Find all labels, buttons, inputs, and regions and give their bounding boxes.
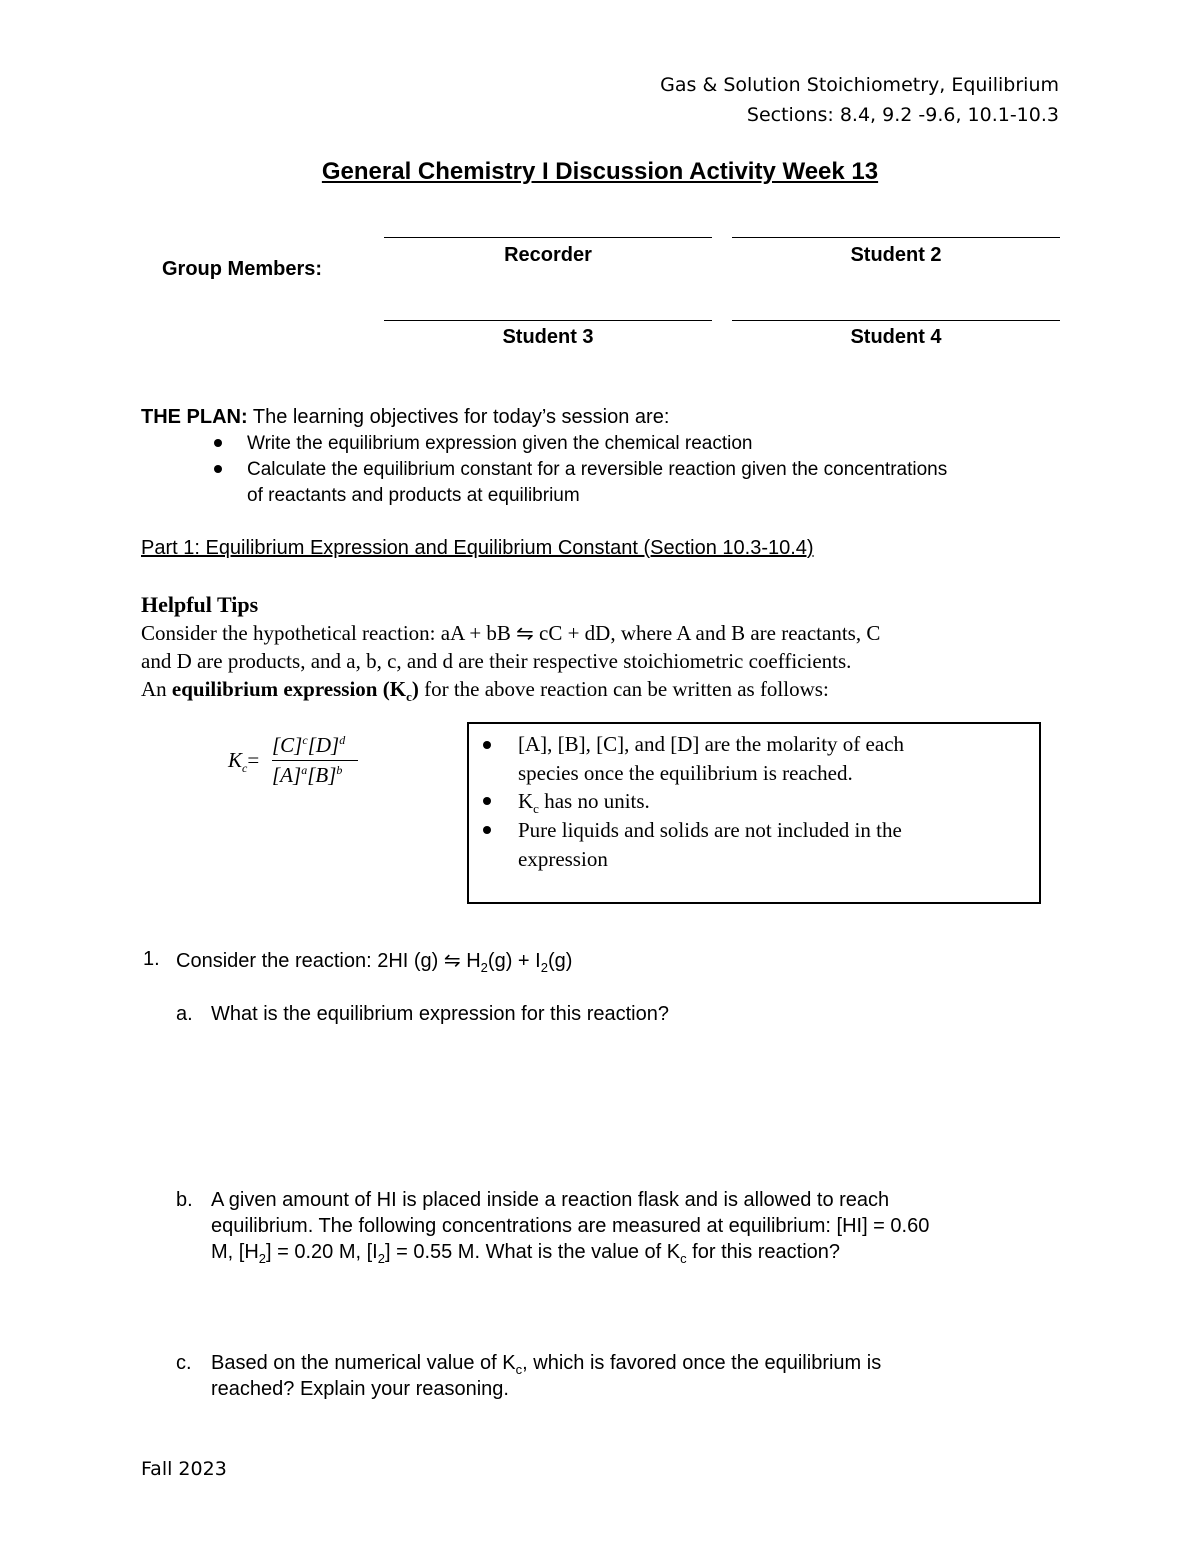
student3-label: Student 3 [502,326,594,348]
formula-lhs [228,748,259,776]
formula-fraction-bar [272,760,358,761]
tips-term-close: ) [411,677,419,701]
qb-sub1: 2 [258,1251,267,1266]
footer-term: Fall 2023 [141,1458,227,1480]
header-topic: Gas & Solution Stoichiometry, Equilibrium [660,74,1059,96]
tips-line-2: and D are products, and a, b, c, and d are their respective stoichiometric coefficients. [141,649,852,673]
page-title: General Chemistry I Discussion Activity Week 13 [321,158,879,185]
bullet-icon [214,465,222,473]
qb-c: ] = 0.55 M. What is the value of K [384,1241,681,1263]
formula-k: K [228,748,243,772]
bullet-icon [214,439,222,447]
tips-term [171,677,419,705]
question-b-line-2: equilibrium. The following concentrations are measured at equilibrium: [HI] = 0.60 [211,1215,930,1237]
box-k-sub: c [533,801,539,817]
question-a-label: a. [176,1003,193,1025]
bullet-icon [483,797,491,805]
qb-b: ] = 0.20 M, [I [266,1241,378,1263]
formula-equals: = [247,748,260,772]
student2-signature-line[interactable] [732,237,1060,238]
formula-k-sub: c [242,761,248,776]
qb-d: for this reaction? [686,1241,841,1263]
plan-intro [141,406,669,429]
tips-line-3-post: for the above reaction can be written as follows: [418,677,829,701]
question-a-text: What is the equilibrium expression for this reaction? [211,1003,669,1025]
tips-line-3 [141,677,829,705]
tips-line-1: Consider the hypothetical reaction: aA + bB ⇋ cC + dD, where A and B are reactants, C [141,621,881,645]
formula-num-d: [D] [307,733,340,757]
tips-heading: Helpful Tips [141,592,259,617]
q1-mid: (g) + I [487,950,541,972]
plan-intro-text: The learning objectives for today’s session are: [247,406,670,428]
qb-sub2: 2 [377,1251,385,1266]
box-k: K [518,789,534,813]
question-b-line-1: A given amount of HI is placed inside a reaction flask and is allowed to reach [211,1189,890,1211]
student2-label: Student 2 [850,244,942,266]
formula-den-b-exp: b [336,763,343,777]
student4-label: Student 4 [850,326,942,348]
question-1-number: 1. [143,948,160,970]
question-c-line-1 [211,1352,881,1377]
qb-sub3: c [680,1251,687,1266]
bullet-icon [483,826,491,834]
answer-a-area[interactable] [211,1040,1061,1180]
student3-signature-line[interactable] [384,320,712,321]
question-c-line-2: reached? Explain your reasoning. [211,1378,509,1400]
bullet-icon [483,741,491,749]
formula-den-a-exp: a [301,763,308,777]
q1-end: (g) [547,950,573,972]
part1-heading: Part 1: Equilibrium Expression and Equilibrium Constant (Section 10.3-10.4) [141,537,814,559]
answer-b-area[interactable] [211,1275,1061,1345]
box-k-rest: has no units. [538,789,650,813]
tips-term-text: equilibrium expression (K [171,677,407,701]
formula-denominator [272,763,342,788]
answer-c-area[interactable] [211,1410,1061,1450]
tips-line-3-pre: An [141,677,172,701]
question-b-line-3 [211,1241,840,1266]
box-point-1: [A], [B], [C], and [D] are the molarity of each [518,732,905,756]
objective-1: Write the equilibrium expression given the chemical reaction [247,433,753,454]
qc-b: , which is favored once the equilibrium is [522,1352,882,1374]
formula-den-a: [A] [272,763,302,787]
recorder-label: Recorder [504,244,592,266]
q1-sub2: 2 [540,960,548,975]
student4-signature-line[interactable] [732,320,1060,321]
plan-lead: THE PLAN: [141,406,248,428]
question-c-label: c. [176,1352,192,1374]
tips-term-sub: c [406,689,412,705]
question-b-label: b. [176,1189,193,1211]
box-point-1-cont: species once the equilibrium is reached. [518,761,853,785]
box-point-3-cont: expression [518,847,608,871]
box-point-2 [518,789,650,817]
objective-2-cont: of reactants and products at equilibrium [247,485,580,506]
box-point-3: Pure liquids and solids are not included in the [518,818,902,842]
group-members-label: Group Members: [162,258,323,280]
q1-sub1: 2 [480,960,488,975]
question-1-text [176,948,572,975]
recorder-signature-line[interactable] [384,237,712,238]
qb-a: M, [H [211,1241,259,1263]
header-sections: Sections: 8.4, 9.2 -9.6, 10.1-10.3 [746,104,1059,126]
qc-sub: c [515,1362,523,1377]
formula-num-d-exp: d [339,733,346,747]
formula-den-b: [B] [307,763,337,787]
formula-num-c: [C] [272,733,303,757]
formula-numerator [272,733,345,758]
formula-num-c-exp: c [302,733,308,747]
objective-2: Calculate the equilibrium constant for a reversible reaction given the concentrations [247,459,948,480]
qc-a: Based on the numerical value of K [211,1352,516,1374]
q1-pre: Consider the reaction: 2HI (g) ⇋ H [176,950,481,972]
